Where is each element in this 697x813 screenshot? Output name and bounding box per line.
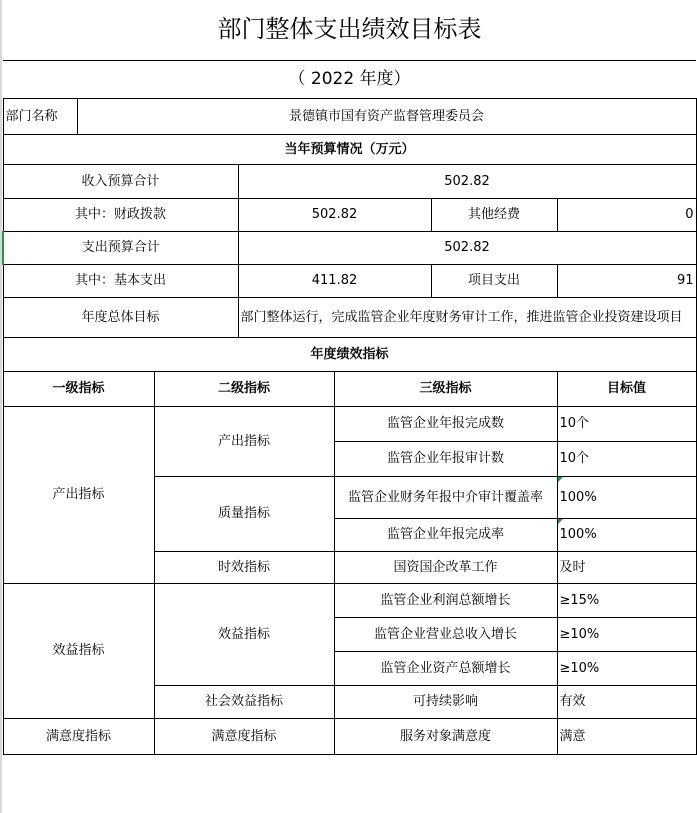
level2-output: 产出指标 bbox=[154, 406, 334, 476]
perf-section-header: 年度绩效指标 bbox=[3, 337, 696, 371]
year-label: （ 2022 年度） bbox=[3, 60, 696, 98]
other-funds-value: 0 bbox=[557, 198, 696, 231]
header-level1: 一级指标 bbox=[3, 371, 154, 406]
income-total-label: 收入预算合计 bbox=[3, 164, 238, 198]
target-cell: 有效 bbox=[557, 685, 696, 718]
page-title: 部门整体支出绩效目标表 bbox=[3, 0, 696, 60]
level1-satisfaction: 满意度指标 bbox=[3, 718, 154, 754]
level1-benefit: 效益指标 bbox=[3, 583, 154, 718]
expense-total-label: 支出预算合计 bbox=[3, 231, 238, 264]
project-expense-value: 91 bbox=[557, 264, 696, 297]
income-total-value: 502.82 bbox=[238, 164, 696, 198]
target-cell: 满意 bbox=[557, 718, 696, 754]
basic-expense-value: 411.82 bbox=[238, 264, 431, 297]
level2-social-benefit: 社会效益指标 bbox=[154, 685, 334, 718]
budget-section-header: 当年预算情况（万元） bbox=[3, 134, 696, 164]
level2-timeliness: 时效指标 bbox=[154, 551, 334, 583]
header-target: 目标值 bbox=[557, 371, 696, 406]
target-cell: 10个 bbox=[557, 441, 696, 476]
level3-cell: 监管企业年报审计数 bbox=[334, 441, 557, 476]
level3-cell: 监管企业财务年报中介审计覆盖率 bbox=[334, 476, 557, 518]
level3-cell: 服务对象满意度 bbox=[334, 718, 557, 754]
level3-cell: 监管企业年报完成数 bbox=[334, 406, 557, 441]
annual-goal-value: 部门整体运行，完成监管企业年度财务审计工作，推进监管企业投资建设项目 bbox=[238, 297, 696, 337]
fiscal-value: 502.82 bbox=[238, 198, 431, 231]
annual-goal-label: 年度总体目标 bbox=[3, 297, 238, 337]
target-cell: 及时 bbox=[557, 551, 696, 583]
target-cell: ≥10% bbox=[557, 651, 696, 685]
level3-cell: 监管企业年报完成率 bbox=[334, 518, 557, 551]
fiscal-label: 其中：财政拨款 bbox=[3, 198, 238, 231]
target-cell: 10个 bbox=[557, 406, 696, 441]
target-cell: ≥15% bbox=[557, 583, 696, 617]
project-expense-label: 项目支出 bbox=[431, 264, 557, 297]
other-funds-label: 其他经费 bbox=[431, 198, 557, 231]
target-cell: ≥10% bbox=[557, 617, 696, 651]
target-cell: 100% bbox=[557, 476, 696, 518]
dept-name-label: 部门名称 bbox=[3, 98, 77, 134]
level2-benefit: 效益指标 bbox=[154, 583, 334, 685]
level1-output: 产出指标 bbox=[3, 406, 154, 583]
level3-cell: 国资国企改革工作 bbox=[334, 551, 557, 583]
header-level3: 三级指标 bbox=[334, 371, 557, 406]
level2-quality: 质量指标 bbox=[154, 476, 334, 551]
level3-cell: 监管企业营业总收入增长 bbox=[334, 617, 557, 651]
level2-satisfaction: 满意度指标 bbox=[154, 718, 334, 754]
level3-cell: 可持续影响 bbox=[334, 685, 557, 718]
header-level2: 二级指标 bbox=[154, 371, 334, 406]
expense-total-value: 502.82 bbox=[238, 231, 696, 264]
target-cell: 100% bbox=[557, 518, 696, 551]
level3-cell: 监管企业利润总额增长 bbox=[334, 583, 557, 617]
level3-cell: 监管企业资产总额增长 bbox=[334, 651, 557, 685]
dept-name-value: 景德镇市国有资产监督管理委员会 bbox=[77, 98, 696, 134]
performance-table bbox=[2, 0, 697, 755]
basic-expense-label: 其中：基本支出 bbox=[3, 264, 238, 297]
